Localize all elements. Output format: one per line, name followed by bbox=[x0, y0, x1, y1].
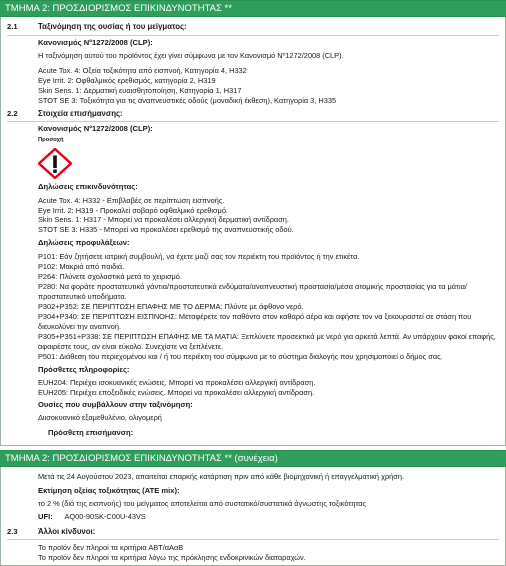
hazard-statement: Eye Irrit. 2: H319 - Προκαλεί σοβαρό οφθαλμικό ερεθισμό. bbox=[38, 205, 228, 215]
ufi-value: AQ00-90SK-C00U-43VS bbox=[64, 512, 146, 522]
additional-info-item: EUH205: Περιέχει εποξειδικές ενώσεις. Μπορεί να προκαλέσει αλλεργική αντίδραση. bbox=[38, 387, 315, 397]
signal-word: Προσοχή bbox=[38, 137, 64, 144]
hazard-statement: Skin Sens. 1: H317 - Μπορεί να προκαλέσει αλλεργική δερματική αντίδραση. bbox=[38, 215, 289, 225]
precautionary-statement: P501: Διάθεση του περιεχομένου και / ή του περιέκτη του σύμφωνα με το σύστημα διαλογής που χρησιμοποιεί ο δήμος σας. bbox=[38, 351, 443, 361]
ufi-label: UFI: bbox=[38, 512, 53, 522]
precautionary-statement: P302+P352: ΣΕ ΠΕΡΙΠΤΩΣΗ ΕΠΑΦΗΣ ΜΕ ΤΟ ΔΕΡΜΑ: Πλύντε με άφθονο νερό. bbox=[38, 301, 304, 311]
ghs07-exclamation-icon bbox=[38, 148, 72, 179]
section-box bbox=[0, 17, 506, 446]
hazard-statements-label: Δηλώσεις επικινδυνότητας: bbox=[38, 182, 138, 192]
section-banner: ΤΜΗΜΑ 2: ΠΡΟΣΔΙΟΡΙΣΜΟΣ ΕΠΙΚΙΝΔΥΝΟΤΗΤΑΣ ** bbox=[0, 0, 506, 17]
ate-label: Εκτίμηση οξείας τοξικότητας (ATE mix): bbox=[38, 486, 180, 496]
hazard-statement: Acute Tox. 4: H332 - Επιβλαβές σε περίπτωση εισπνοής. bbox=[38, 195, 225, 205]
precautionary-statement: P280: Να φοράτε προστατευτικά γάντια/προστατευτικά ενδύματα/αναπνευστική προστασία/μέσα ατομικής προστασίας για τα μάτια/προστατευτικό υποδήματα. bbox=[38, 281, 467, 301]
precautionary-statements-label: Δηλώσεις προφυλάξεων: bbox=[38, 238, 130, 248]
section-box-continued bbox=[0, 467, 506, 566]
subsection-number: 2.2 bbox=[7, 108, 18, 118]
precautionary-statement: P305+P351+P338: ΣΕ ΠΕΡΙΠΤΩΣΗ ΕΠΑΦΗΣ ΜΕ ΤΑ ΜΑΤΙΑ: Ξεπλύνετε προσεκτικά με νερό για αρκετά λεπτά. Αν υπάρχουν φακοί επαφής, αφαιρέστε τους, αν είναι εύκολο. Συνεχίστε να ξεπλένετε. bbox=[38, 331, 496, 351]
training-note: Μετά τις 24 Αυγούστου 2023, απαιτείται επαρκής κατάρτιση πριν από κάθε βιομηχανική ή επαγγελματική χρήση. bbox=[38, 472, 405, 482]
additional-info-label: Πρόσθετες πληροφορίες: bbox=[38, 364, 130, 374]
hazard-statement: STOT SE 3: H335 - Μπορεί να προκαλέσει ερεθισμό της αναπνευστικής οδού. bbox=[38, 225, 294, 235]
regulation-heading: Κανονισμός Nº1272/2008 (CLP): bbox=[38, 124, 153, 134]
subsection-heading: Άλλοι κίνδυνοι: bbox=[38, 526, 96, 536]
classification-intro: Η ταξινόμηση αυτού του προϊόντος έχει γίνει σύμφωνα με τον Κανονισμό Nº1272/2008 (CLP). bbox=[38, 50, 344, 60]
precautionary-statement: P264: Πλύνετε σχολαστικά μετά το χειρισμό. bbox=[38, 271, 182, 281]
classification-item: STOT SE 3: Τοξικότητα για τις αναπνευστικές οδούς (μοναδική έκθεση), Κατηγορία 3, H335 bbox=[38, 95, 337, 105]
classification-item: Skin Sens. 1: Δερματική ευαισθητοποίηση, Κατηγορία 1, H317 bbox=[38, 85, 242, 95]
subsection-heading: Ταξινόμηση της ουσίας ή του μείγματος: bbox=[38, 22, 187, 31]
subsection-number: 2.3 bbox=[7, 526, 18, 536]
subsection-number: 2.1 bbox=[7, 22, 18, 31]
ate-text: το 2 % (διά της εισπνοής) του μείγματος αποτελείται από συστατικό/συστατικά άγνωστης τοξικότητας bbox=[38, 499, 367, 509]
contributing-substances: Διισοκυανικό εξαμεθυλένιο, ολιγομερή bbox=[38, 413, 162, 422]
other-hazards-item: Το προϊόν δεν πληροί τα κριτήρια λόγω της πρόκλησης ενδοκρινικών διαταραχών. bbox=[38, 553, 306, 563]
section-banner-continued: ΤΜΗΜΑ 2: ΠΡΟΣΔΙΟΡΙΣΜΟΣ ΕΠΙΚΙΝΔΥΝΟΤΗΤΑΣ ** (συνέχεια) bbox=[0, 450, 506, 467]
precautionary-statement: P102: Μακριά από παιδιά. bbox=[38, 261, 125, 271]
precautionary-statement: P304+P340: ΣΕ ΠΕΡΙΠΤΩΣΗ ΕΙΣΠΝΟΗΣ: Μεταφέρετε τον παθόντα στον καθαρό αέρα και αφήστε τον να ξεκουραστεί σε στάση που διευκολύνει την αναπνοή. bbox=[38, 311, 472, 331]
classification-item: Eye Irrit. 2: Οφθαλμικός ερεθισμός, κατηγορία 2, H319 bbox=[38, 75, 216, 85]
subsection-heading: Στοιχεία επισήμανσης: bbox=[38, 108, 123, 118]
regulation-heading: Κανονισμός Nº1272/2008 (CLP): bbox=[38, 37, 153, 47]
other-hazards-item: Το προϊόν δεν πληροί τα κριτήρια ΑΒΤ/αΑαΒ bbox=[38, 543, 184, 553]
classification-item: Acute Tox. 4: Οξεία τοξικότητα από εισπνοή, Κατηγορία 4, H332 bbox=[38, 65, 247, 75]
additional-info-item: EUH204: Περιέχει ισοκυανικές ενώσεις. Μπορεί να προκαλέσει αλλεργική αντίδραση. bbox=[38, 377, 316, 387]
contributing-substances-label: Ουσίες που συμβάλλουν στην ταξινόμηση: bbox=[38, 399, 193, 409]
additional-labelling-label: Πρόσθετη επισήμανση: bbox=[48, 427, 134, 437]
precautionary-statement: P101: Εάν ζητήσετε ιατρική συμβουλή, να έχετε μαζί σας τον περιέκτη του προϊόντος ή την ετικέτα. bbox=[38, 251, 360, 261]
